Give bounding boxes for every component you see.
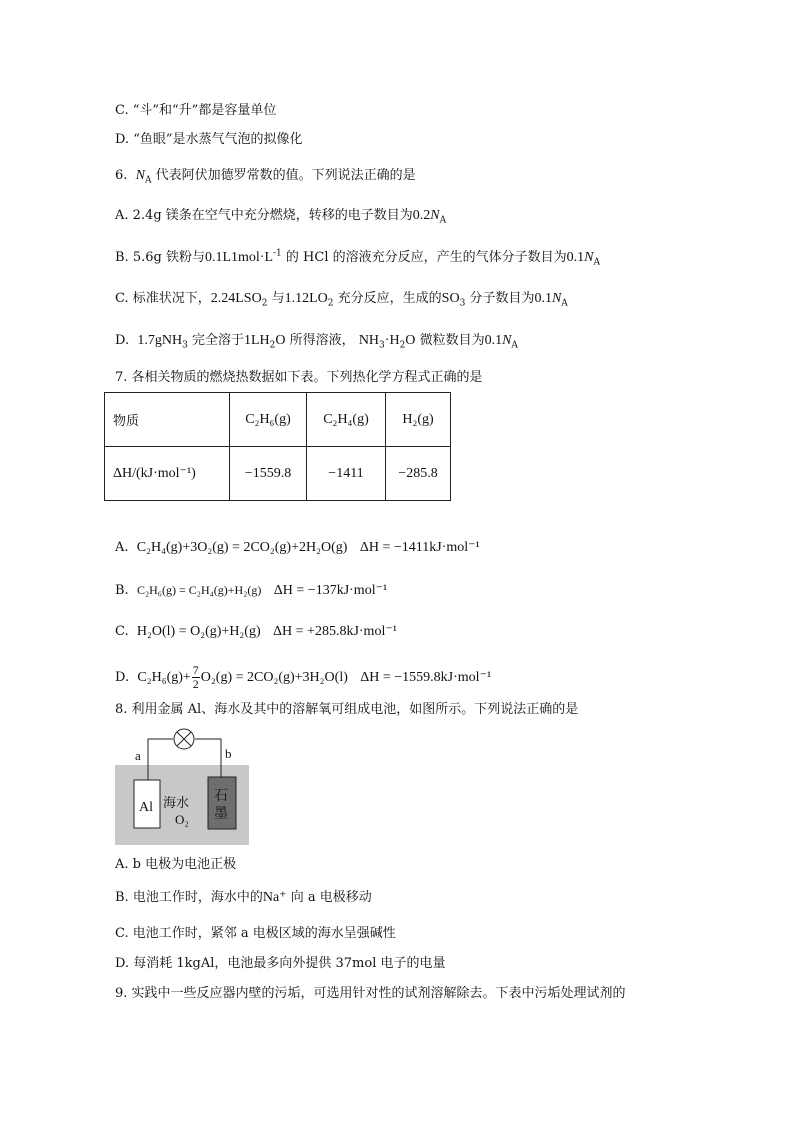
table-header-label: 物质 <box>105 393 230 447</box>
q6-option-b-exp: -1 <box>273 248 282 259</box>
q8-option-c: C. 电池工作时，紧邻 a 电极区域的海水呈强碱性 <box>115 926 396 941</box>
table-row <box>105 447 451 501</box>
q7-option-b-dh: ΔH = −137kJ·mol⁻¹ <box>273 583 388 598</box>
q8-option-b-ion: Na⁺ <box>262 890 287 905</box>
table-row <box>105 393 451 447</box>
q7-option-a-equation: C₂H₄(g)+3O₂(g) = 2CO₂(g)+2H₂O(g) <box>136 540 348 555</box>
label-seawater: 海水 <box>163 796 190 811</box>
table-col-h2: H₂(g) <box>386 393 451 447</box>
label-a: a <box>135 748 141 763</box>
q6-number: 6. <box>115 168 128 183</box>
q7-option-a <box>115 539 480 557</box>
q7-option-d-label: D. <box>115 670 130 685</box>
lamp-icon <box>174 729 194 749</box>
label-graphite-1: 石 <box>214 788 228 804</box>
q6-option-c: C. 标准状况下，$2.24LSO_2$ 与$1.12LO_2$ 充分反应，生成的$SO_3$ 分子数目为$0.1N_A$ <box>115 291 568 309</box>
q6-option-b-text: B. 5.6g 铁粉与 <box>115 250 205 265</box>
q7-option-b-equation: C₂H₆(g) = C₂H₄(g)+H₂(g) <box>136 583 262 597</box>
q7-option-b <box>115 581 387 600</box>
q7-option-c-dh: ΔH = +285.8kJ·mol⁻¹ <box>273 624 397 639</box>
q7-option-d-equation-a: C₂H₆(g)+ <box>137 670 191 685</box>
q7-option-a-label: A. <box>115 540 129 555</box>
q6-option-c-so2: 2.24LSO <box>210 291 262 306</box>
q8-option-b <box>115 889 372 907</box>
table-col-c2h6: C₂H₆(g) <box>230 393 307 447</box>
q6-option-d-water: 1LH <box>243 333 270 348</box>
q6-option-b-conc: 0.1L1mol·L <box>204 250 273 265</box>
q7-option-d <box>115 664 491 692</box>
label-al: Al <box>139 800 153 815</box>
q7-option-c <box>115 623 397 641</box>
q6-stem <box>115 167 416 185</box>
q6-option-c-so3: SO <box>441 291 460 306</box>
fraction-numerator: 7 <box>192 663 199 677</box>
q6-option-c-mid: 充分反应，生成的 <box>337 291 442 306</box>
table-cell-h2: −285.8 <box>386 447 451 501</box>
label-b: b <box>225 746 232 761</box>
q8-option-d: D. 每消耗 1kgAl，电池最多向外提供 37mol 电子的电量 <box>115 956 446 971</box>
q6-stem-text: 代表阿伏加德罗常数的值。下列说法正确的是 <box>155 168 416 183</box>
q6-option-d-mid: 完全溶于 <box>191 333 244 348</box>
q6-option-d-nh3: 1.7gNH <box>137 333 183 348</box>
q9-stem: 9. 实践中一些反应器内壁的污垢，可选用针对性的试剂溶解除去。下表中污垢处理试剂的 <box>115 986 626 1001</box>
battery-diagram <box>115 725 251 847</box>
q6-option-c-text: C. 标准状况下， <box>115 291 211 306</box>
q6-option-c-value: 0.1 <box>534 291 552 306</box>
q6-option-b-mid: 的 HCl 的溶液充分反应，产生的气体分子数目为 <box>285 250 567 265</box>
q7-option-d-dh: ΔH = −1559.8kJ·mol⁻¹ <box>360 670 492 685</box>
table-cell-c2h4: −1411 <box>307 447 386 501</box>
q6-option-a-value: 0.2 <box>412 208 431 223</box>
q7-option-d-equation-b: O₂(g) = 2CO₂(g)+3H₂O(l) <box>200 670 348 685</box>
q6-na-symbol: N <box>135 168 146 183</box>
q8-option-b-post: 向 a 电极移动 <box>290 890 372 905</box>
table-cell-c2h6: −1559.8 <box>230 447 307 501</box>
q6-na-subscript: A <box>145 175 152 186</box>
q6-option-d-nh3h2o-c: O <box>405 333 416 348</box>
q6-option-d-mid2: 所得溶液， <box>289 333 355 348</box>
q6-option-d-mid3: 微粒数目为 <box>419 333 485 348</box>
label-o2: O₂ <box>175 812 189 827</box>
q8-option-a: A. b 电极为电池正极 <box>115 857 237 872</box>
q5-option-d: D. “鱼眼”是水蒸气气泡的拟像化 <box>115 132 303 147</box>
q6-option-a: A. 2.4g 镁条在空气中充分燃烧，转移的电子数目为$0.2N_A$ <box>115 208 447 226</box>
q8-stem: 8. 利用金属 Al、海水及其中的溶解氧可组成电池，如图所示。下列说法正确的是 <box>115 702 579 717</box>
label-graphite-2: 墨 <box>214 806 228 822</box>
q6-option-d-water2: O <box>275 333 286 348</box>
q6-option-c-and: 与 <box>271 291 285 306</box>
q5-option-c: C. “斗”和“升”都是容量单位 <box>115 103 277 118</box>
q6-option-d-label: D. <box>115 333 130 348</box>
q7-option-b-label: B. <box>115 583 129 598</box>
q6-option-d-value: 0.1 <box>484 333 503 348</box>
q7-option-c-label: C. <box>115 624 129 639</box>
q6-option-b-value: 0.1 <box>566 250 585 265</box>
q6-option-b: B. 5.6g 铁粉与$0.1L1mol\cdot L^{-1}$ 的 HCl 的溶液充分反应，产生的气体分子数目为$0.1N_A$ <box>115 248 600 268</box>
q6-option-d-nh3h2o-b: ·H <box>384 333 400 348</box>
q7-option-c-equation: H₂O(l) = O₂(g)+H₂(g) <box>136 624 261 639</box>
q7-stem: 7. 各相关物质的燃烧热数据如下表。下列热化学方程式正确的是 <box>115 370 483 385</box>
q6-option-c-mid2: 分子数目为 <box>469 291 535 306</box>
table-col-c2h4: C₂H₄(g) <box>307 393 386 447</box>
q6-option-a-text: A. 2.4g 镁条在空气中充分燃烧，转移的电子数目为 <box>115 208 413 223</box>
q6-option-d-nh3h2o: NH <box>358 333 380 348</box>
table-row-label: ΔH/(kJ·mol⁻¹) <box>105 447 230 501</box>
enthalpy-table <box>104 392 451 501</box>
q7-option-d-fraction <box>192 664 200 691</box>
q6-option-c-o2: 1.12LO <box>284 291 328 306</box>
fraction-denominator: 2 <box>192 677 199 691</box>
q7-option-a-dh: ΔH = −1411kJ·mol⁻¹ <box>359 540 480 555</box>
q8-option-b-text: B. 电池工作时，海水中的 <box>115 890 263 905</box>
q6-option-d: D. 1.7gNH$_3$ 完全溶于$1LH_2O$ 所得溶液， $NH_3\cdot H_2O$ 微粒数目为$0.1N_A$ <box>115 333 518 351</box>
